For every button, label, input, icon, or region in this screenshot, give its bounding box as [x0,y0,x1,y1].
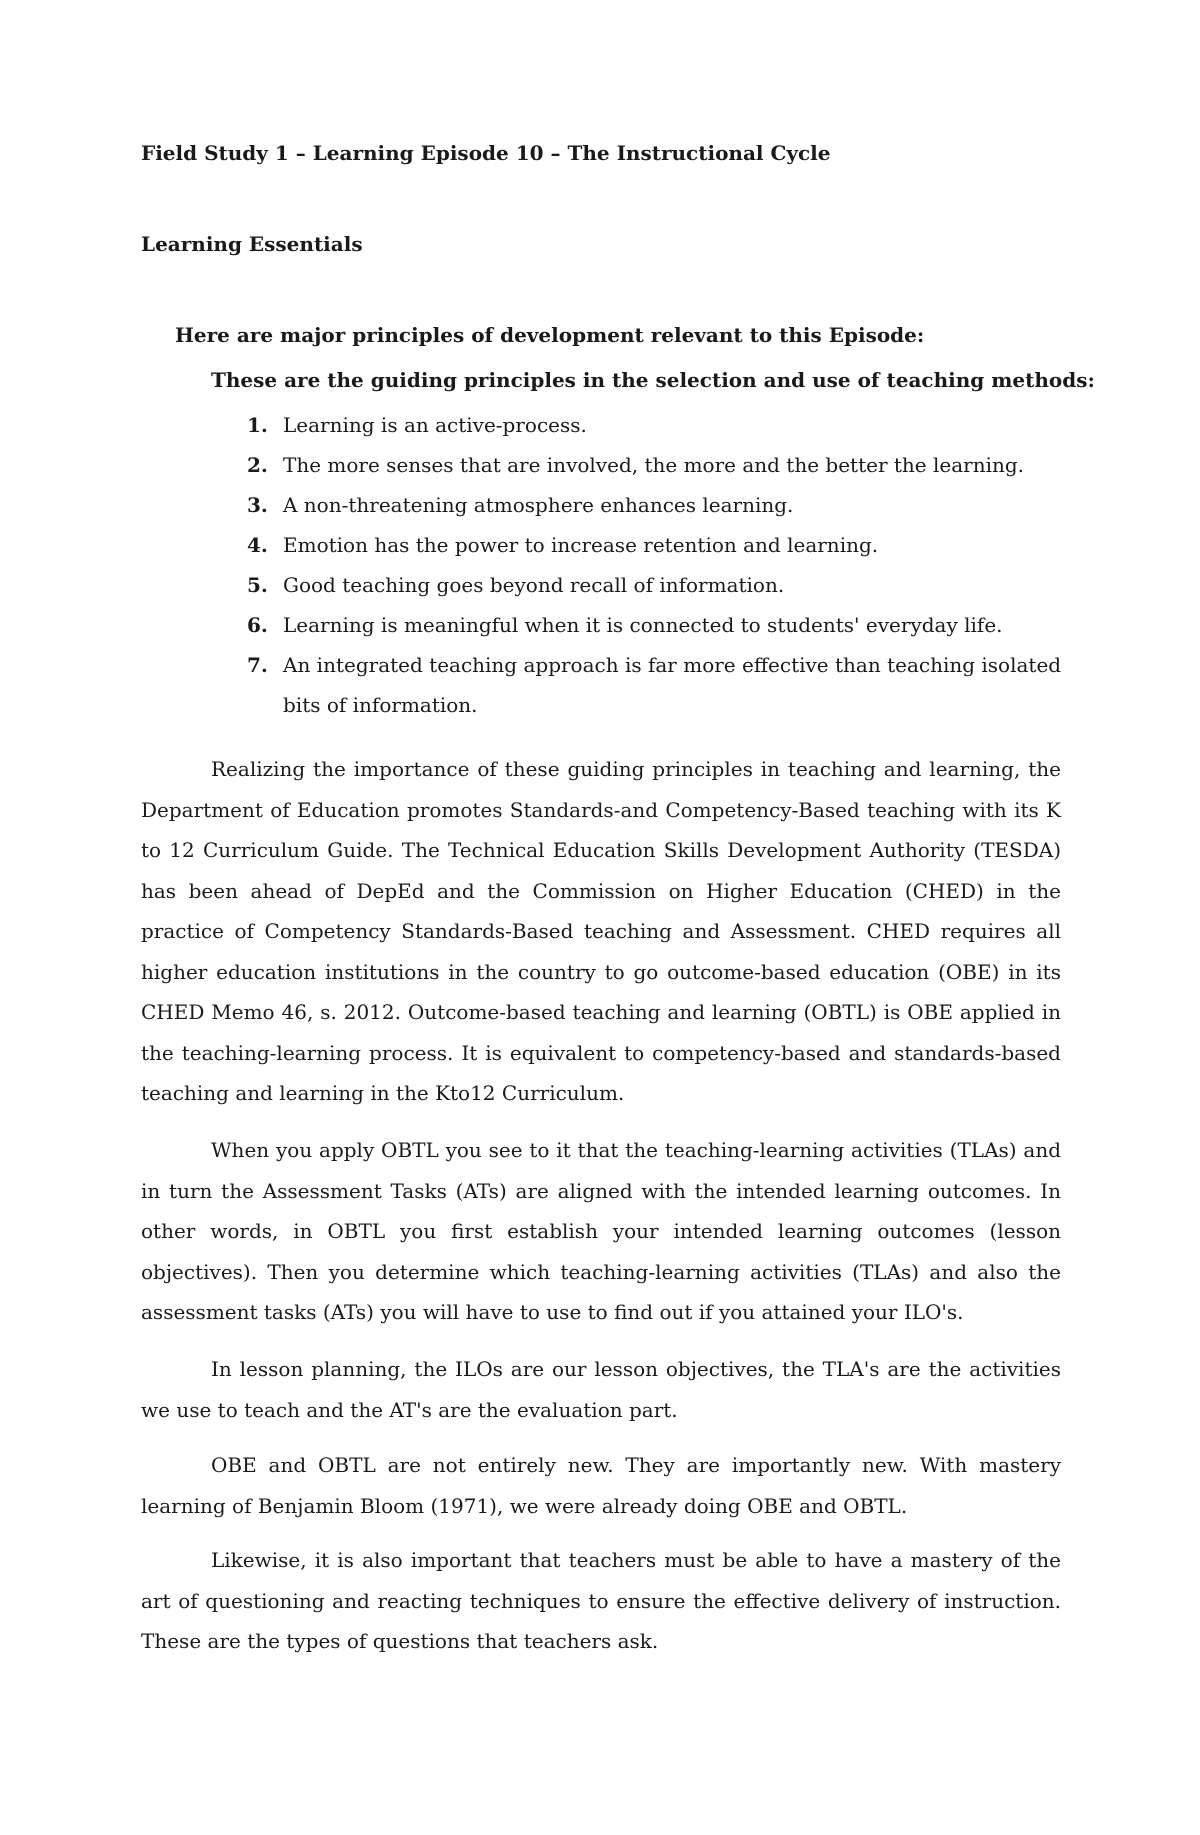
list-item [211,525,1071,565]
intro-line-2: These are the guiding principles in the selection and use of teaching methods: [211,368,1095,392]
list-item-text: Learning is an active-process. [283,413,587,437]
list-item-number: 7. [247,653,268,677]
list-item-text: The more senses that are involved, the more and the better the learning. [283,453,1025,477]
list-item-text: Emotion has the power to increase retention and learning. [283,533,879,557]
list-item [211,485,1071,525]
list-item-text: An integrated teaching approach is far more effective than teaching isolated bits of information. [283,653,1062,717]
paragraph-lesson-planning: In lesson planning, the ILOs are our lesson objectives, the TLA's are the activities we use to teach and the AT's are the evaluation part. [141,1357,1061,1422]
list-item-text: Good teaching goes beyond recall of information. [283,573,785,597]
list-item [211,405,1071,445]
paragraph-obtl: When you apply OBTL you see to it that the teaching-learning activities (TLAs) and in turn the Assessment Tasks (ATs) are aligned with the intended learning outcomes. In other words, in OBTL you first establish your intended learning outcomes (lesson objectives). Then you determine which teaching-learning activities (TLAs) and also the assessment tasks (ATs) you will have to use to find out if you attained your ILO's. [141,1138,1061,1324]
list-item-number: 3. [247,493,268,517]
document-title: Field Study 1 – Learning Episode 10 – The Instructional Cycle [141,141,831,165]
list-item-number: 2. [247,453,268,477]
list-item [211,605,1071,645]
list-item [211,645,1071,725]
list-item-number: 6. [247,613,268,637]
list-item [211,565,1071,605]
list-item-text: A non-threatening atmosphere enhances learning. [283,493,794,517]
list-item-number: 4. [247,533,268,557]
paragraph-obe: OBE and OBTL are not entirely new. They are importantly new. With mastery learning of Benjamin Bloom (1971), we were already doing OBE and OBTL. [141,1453,1061,1518]
paragraph-questioning: Likewise, it is also important that teachers must be able to have a mastery of the art of questioning and reacting techniques to ensure the effective delivery of instruction. These are the types of questions that teachers ask. [141,1548,1061,1653]
principles-list [211,405,1071,725]
section-heading: Learning Essentials [141,232,363,256]
list-item [211,445,1071,485]
list-item-text: Learning is meaningful when it is connected to students' everyday life. [283,613,1003,637]
paragraph-realizing: Realizing the importance of these guiding principles in teaching and learning, the Department of Education promotes Standards-and Competency-Based teaching with its K to 12 Curriculum Guide. The Technical Education Skills Development Authority (TESDA) has been ahead of DepEd and the Commission on Higher Education (CHED) in the practice of Competency Standards-Based teaching and Assessment. CHED requires all higher education institutions in the country to go outcome-based education (OBE) in its CHED Memo 46, s. 2012. Outcome-based teaching and learning (OBTL) is OBE applied in the teaching-learning process. It is equivalent to competency-based and standards-based teaching and learning in the Kto12 Curriculum. [141,757,1061,1105]
list-item-number: 5. [247,573,268,597]
intro-line-1: Here are major principles of development relevant to this Episode: [175,323,925,347]
list-item-number: 1. [247,413,268,437]
